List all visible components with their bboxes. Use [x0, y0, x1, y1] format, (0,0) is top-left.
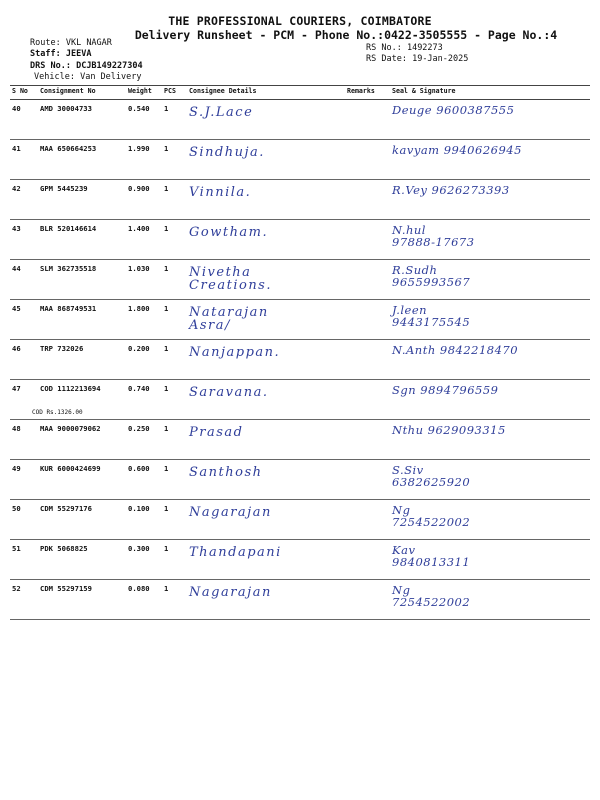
table-row [10, 260, 590, 300]
cell-sno: 47 [10, 380, 38, 420]
cell-pcs: 1 [162, 460, 187, 500]
cell-sno: 41 [10, 140, 38, 180]
header-weight: Weight [126, 86, 162, 100]
consignment-no-text: COD 1112213694 [40, 384, 101, 393]
cell-sno: 44 [10, 260, 38, 300]
cell-pcs: 1 [162, 220, 187, 260]
cell-weight: 0.250 [126, 420, 162, 460]
cell-consignment-no: PDK 5068825 [38, 540, 126, 580]
cell-pcs: 1 [162, 140, 187, 180]
table-row [10, 300, 590, 340]
cell-consignment-no: AMD 30004733 [38, 100, 126, 140]
cell-consignee: Nanjappan. [187, 340, 345, 380]
cell-weight: 1.800 [126, 300, 162, 340]
vehicle-value: Van Delivery [80, 72, 142, 82]
drs-label: DRS No.: [30, 61, 71, 71]
rs-date-value: 19-Jan-2025 [412, 53, 469, 64]
cell-sno: 45 [10, 300, 38, 340]
table-row [10, 340, 590, 380]
cell-sno: 49 [10, 460, 38, 500]
cell-sno: 42 [10, 180, 38, 220]
cell-consignment-no: TRP 732026 [38, 340, 126, 380]
cell-consignee: Nagarajan [187, 500, 345, 540]
cod-amount-note: COD Rs.1326.00 [32, 409, 83, 416]
cell-signature: Nthu 9629093315 [390, 420, 590, 460]
cell-consignment-no: SLM 362735518 [38, 260, 126, 300]
cell-weight: 0.540 [126, 100, 162, 140]
cell-sno: 48 [10, 420, 38, 460]
cell-signature: N.hul 97888-17673 [390, 220, 590, 260]
header-consignee: Consignee Details [187, 86, 345, 100]
cell-pcs: 1 [162, 580, 187, 620]
cell-remarks [345, 380, 390, 420]
cell-pcs: 1 [162, 340, 187, 380]
cell-consignee: Thandapani [187, 540, 345, 580]
cell-signature: S.Siv 6382625920 [390, 460, 590, 500]
cell-remarks [345, 420, 390, 460]
header-sno: S No [10, 86, 38, 100]
cell-sno: 46 [10, 340, 38, 380]
route-line [30, 38, 112, 48]
cell-consignment-no: MAA 650664253 [38, 140, 126, 180]
cell-consignee: Saravana. [187, 380, 345, 420]
cell-consignment-no: CDM 55297159 [38, 580, 126, 620]
cell-consignee: S.J.Lace [187, 100, 345, 140]
route-value: VKL NAGAR [65, 38, 112, 48]
staff-line [30, 49, 91, 59]
cell-pcs: 1 [162, 300, 187, 340]
vehicle-label: Vehicle: [34, 72, 75, 82]
header-pcs: PCS [162, 86, 187, 100]
cell-remarks [345, 140, 390, 180]
table-row [10, 220, 590, 260]
cell-consignee: Vinnila. [187, 180, 345, 220]
cell-weight: 0.600 [126, 460, 162, 500]
header-remarks: Remarks [345, 86, 390, 100]
cell-consignment-no: MAA 9000079062 [38, 420, 126, 460]
cell-signature: Deuge 9600387555 [390, 100, 590, 140]
cell-signature: Sgn 9894796559 [390, 380, 590, 420]
cell-sno: 52 [10, 580, 38, 620]
cell-signature: Ng 7254522002 [390, 500, 590, 540]
cell-consignment-no: KUR 6000424699 [38, 460, 126, 500]
runsheet-subtitle: Delivery Runsheet - PCM - Phone No.:0422-3505555 - Page No.:4 [134, 28, 558, 42]
cell-signature: Kav 9840813311 [390, 540, 590, 580]
cell-pcs: 1 [162, 100, 187, 140]
cell-consignee: Natarajan Asra/ [187, 300, 345, 340]
cell-pcs: 1 [162, 180, 187, 220]
cell-consignment-no: GPM 5445239 [38, 180, 126, 220]
cell-weight: 1.030 [126, 260, 162, 300]
cell-remarks [345, 100, 390, 140]
vehicle-line [34, 72, 142, 82]
table-row [10, 380, 590, 420]
cell-sno: 40 [10, 100, 38, 140]
cell-remarks [345, 340, 390, 380]
cell-signature: R.Vey 9626273393 [390, 180, 590, 220]
rs-date-label: RS Date: [366, 53, 407, 64]
cell-consignment-no: CDM 55297176 [38, 500, 126, 540]
header-signature: Seal & Signature [390, 86, 590, 100]
cell-remarks [345, 500, 390, 540]
table-row [10, 540, 590, 580]
cell-consignment-no: MAA 868749531 [38, 300, 126, 340]
cell-remarks [345, 300, 390, 340]
table-row [10, 500, 590, 540]
table-row [10, 140, 590, 180]
cell-consignee: Gowtham. [187, 220, 345, 260]
table-header-row [10, 86, 590, 100]
cell-signature: kavyam 9940626945 [390, 140, 590, 180]
cell-pcs: 1 [162, 260, 187, 300]
drs-line [30, 61, 143, 71]
rs-info [366, 43, 468, 65]
header-consignment: Consignment No [38, 86, 126, 100]
cell-consignee: Nivetha Creations. [187, 260, 345, 300]
table-row [10, 580, 590, 620]
cell-pcs: 1 [162, 420, 187, 460]
staff-value: JEEVA [65, 49, 92, 59]
cell-remarks [345, 460, 390, 500]
rs-date-line [366, 54, 468, 65]
table-row [10, 420, 590, 460]
cell-sno: 50 [10, 500, 38, 540]
table-row [10, 180, 590, 220]
cell-consignee: Nagarajan [187, 580, 345, 620]
cell-consignment-no [32, 380, 126, 420]
cell-remarks [345, 580, 390, 620]
rs-no-line [366, 43, 468, 54]
cell-signature: Ng 7254522002 [390, 580, 590, 620]
cell-remarks [345, 180, 390, 220]
cell-remarks [345, 220, 390, 260]
cell-signature: J.leen 9443175545 [390, 300, 590, 340]
cell-consignee: Sindhuja. [187, 140, 345, 180]
rs-no-value: 1492273 [406, 43, 443, 53]
cell-remarks [345, 540, 390, 580]
drs-value: DCJB149227304 [76, 61, 143, 71]
cell-consignee: Prasad [187, 420, 345, 460]
company-title: THE PROFESSIONAL COURIERS, COIMBATORE [168, 14, 432, 28]
cell-signature: R.Sudh 9655993567 [390, 260, 590, 300]
cell-sno: 51 [10, 540, 38, 580]
cell-pcs: 1 [162, 380, 187, 420]
cell-consignee: Santhosh [187, 460, 345, 500]
cell-weight: 1.990 [126, 140, 162, 180]
cell-weight: 0.100 [126, 500, 162, 540]
staff-label: Staff: [30, 49, 61, 59]
cell-weight: 0.740 [126, 380, 162, 420]
cell-sno: 43 [10, 220, 38, 260]
cell-pcs: 1 [162, 500, 187, 540]
cell-weight: 1.400 [126, 220, 162, 260]
cell-weight: 0.900 [126, 180, 162, 220]
cell-signature: N.Anth 9842218470 [390, 340, 590, 380]
cell-remarks [345, 260, 390, 300]
route-label: Route: [30, 38, 61, 48]
cell-weight: 0.300 [126, 540, 162, 580]
table-row [10, 460, 590, 500]
table-row [10, 100, 590, 140]
cell-consignment-no: BLR 520146614 [38, 220, 126, 260]
runsheet-table [10, 85, 590, 620]
rs-no-label: RS No.: [366, 43, 402, 53]
cell-weight: 0.200 [126, 340, 162, 380]
cell-pcs: 1 [162, 540, 187, 580]
cell-weight: 0.080 [126, 580, 162, 620]
